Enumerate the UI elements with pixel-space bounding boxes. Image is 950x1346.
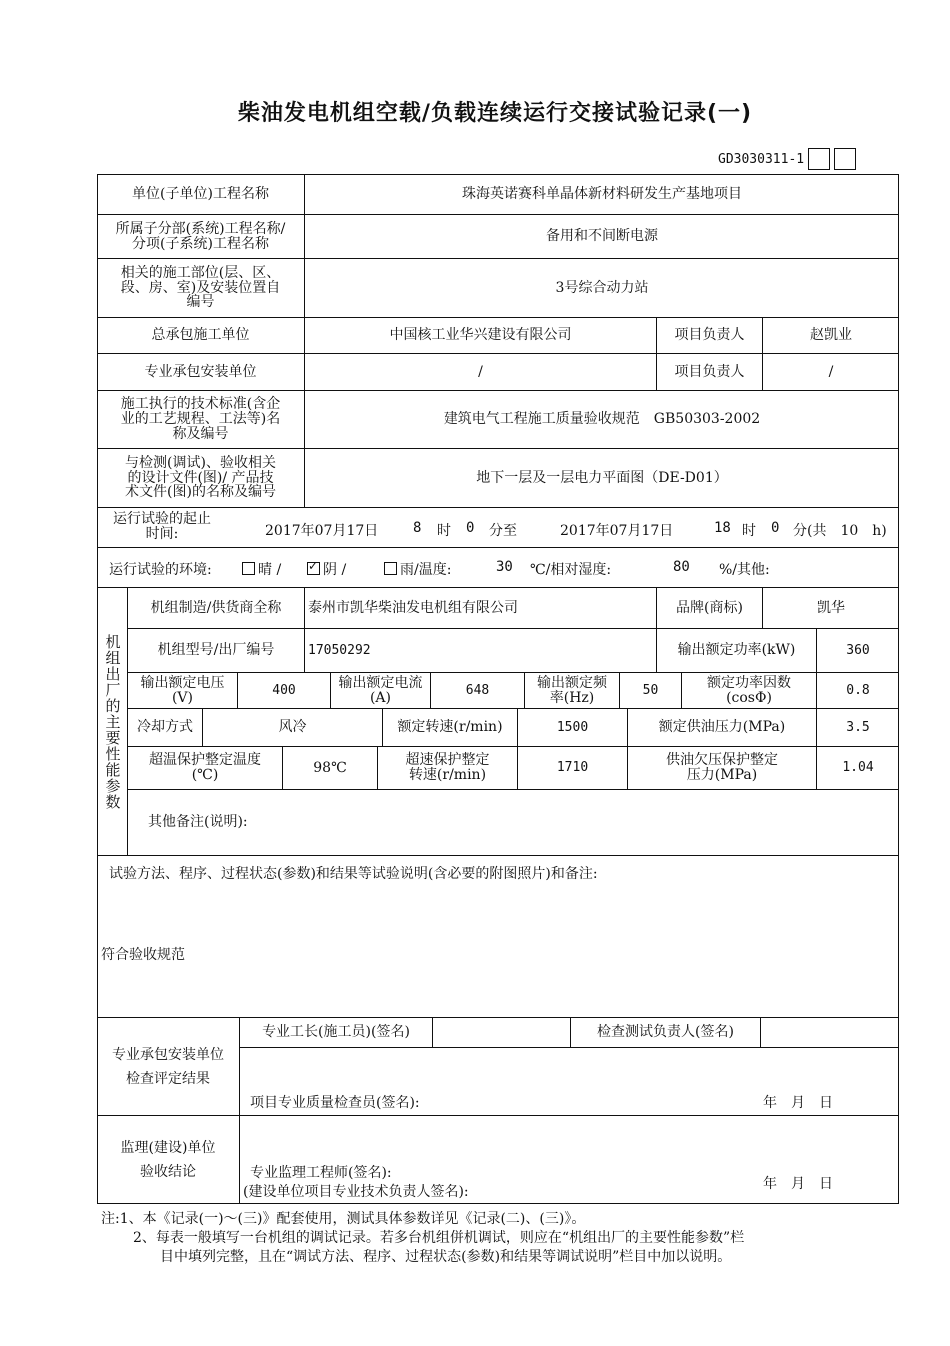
maker-label: 机组制造/供货商全称	[127, 587, 304, 628]
rated-frequency-label-line1: 输出额定频	[537, 674, 607, 691]
params-side-label	[97, 587, 127, 855]
rated-power-label: 输出额定功率(kW)	[656, 628, 816, 672]
subproject-label-line1: 所属子分部(系统)工程名称/	[115, 220, 286, 237]
env-rain[interactable]	[384, 559, 451, 579]
inspector-label: 项目专业质量检查员(签名):	[250, 1095, 420, 1111]
rain-checkbox[interactable]	[384, 562, 397, 575]
rated-power-value[interactable]: 360	[816, 628, 899, 672]
subcontractor-value[interactable]: /	[304, 353, 656, 390]
sunny-checkbox[interactable]	[242, 562, 255, 575]
tester-label: 检查测试负责人(签名)	[570, 1017, 760, 1047]
end-minute: 0	[771, 520, 780, 536]
design-doc-label	[97, 448, 304, 507]
low-pressure-label-line2: 压力(MPa)	[686, 767, 758, 783]
check-label	[97, 1017, 239, 1115]
cloudy-label: 阴 /	[323, 562, 347, 578]
oil-pressure-value[interactable]: 3.5	[816, 708, 899, 746]
start-minute[interactable]: 0	[466, 520, 475, 536]
oil-pressure-label: 额定供油压力(MPa)	[627, 708, 816, 746]
power-factor-label-line2: (cosΦ)	[726, 689, 772, 706]
record-table	[97, 174, 899, 1204]
start-hour-unit: 时	[437, 523, 451, 539]
form-code	[718, 148, 856, 170]
rain-label: 雨/温度:	[400, 562, 452, 578]
location-label	[97, 258, 304, 317]
gc-pm-label: 项目负责人	[656, 317, 762, 353]
sc-pm-label: 项目负责人	[656, 353, 762, 390]
gc-pm-value[interactable]: 赵凯业	[762, 317, 899, 353]
rated-current-label-line1: 输出额定电流	[338, 674, 423, 691]
power-factor-value[interactable]: 0.8	[816, 672, 899, 708]
rated-current-value[interactable]: 648	[430, 672, 524, 708]
code-box-2[interactable]	[834, 148, 856, 170]
low-pressure-label-line1: 供油欠压保护整定	[666, 752, 778, 769]
low-pressure-label	[627, 746, 816, 789]
standard-label-line1: 施工执行的技术标准(含企	[120, 396, 281, 413]
standard-label-line2: 业的工艺规程、工法等)名	[120, 411, 281, 428]
end-hour-unit: 时	[742, 523, 756, 539]
model-value[interactable]: 17050292	[304, 628, 656, 672]
overspeed-value[interactable]: 1710	[517, 746, 627, 789]
env-sunny[interactable]	[242, 559, 281, 579]
low-pressure-value[interactable]: 1.04	[816, 746, 899, 789]
maker-value[interactable]: 泰州市凯华柴油发电机组有限公司	[304, 587, 656, 628]
rated-frequency-value[interactable]: 50	[619, 672, 681, 708]
rated-voltage-label-line1: 输出额定电压	[140, 674, 225, 691]
check-label-line2: 检查评定结果	[126, 1070, 210, 1087]
general-contractor-value[interactable]: 中国核工业华兴建设有限公司	[304, 317, 656, 353]
run-time-label	[113, 512, 211, 542]
unit-value[interactable]: 珠海英诺赛科单晶体新材料研发生产基地项目	[304, 174, 899, 214]
model-label: 机组型号/出厂编号	[127, 628, 304, 672]
design-doc-label-line1: 与检测(调试)、验收相关	[125, 454, 276, 471]
owner-tech-label: (建设单位项目专业技术负责人签名):	[243, 1184, 469, 1200]
method-result[interactable]: 符合验收规范	[101, 947, 185, 963]
form-code-text: GD3030311-1	[718, 151, 805, 167]
total-hours[interactable]: 分(共 10 h)	[793, 523, 887, 539]
params-side-label-text: 机组出厂的主要性能参数	[103, 633, 122, 810]
rated-frequency-label-line2: 率(Hz)	[549, 689, 595, 706]
supervise-label-line1: 监理(建设)单位	[120, 1140, 216, 1156]
run-time-label-line2: 时间:	[145, 526, 179, 542]
subcontractor-label: 专业承包安装单位	[97, 353, 304, 390]
subproject-value[interactable]: 备用和不间断电源	[304, 214, 899, 258]
start-date[interactable]: 2017年07月17日	[265, 523, 379, 539]
supervise-label	[97, 1115, 239, 1204]
subproject-label	[97, 214, 304, 258]
humidity-label: ℃/相对湿度:	[530, 562, 612, 578]
other-notes[interactable]	[127, 789, 899, 855]
location-label-line3: 编号	[186, 294, 215, 311]
foreman-label: 专业工长(施工员)(签名)	[239, 1017, 432, 1047]
check-label-line1: 专业承包安装单位	[112, 1046, 224, 1063]
sunny-label: 晴 /	[258, 562, 282, 578]
rated-voltage-label-line2: (V)	[171, 689, 194, 706]
overspeed-label	[377, 746, 517, 789]
other-notes-label: 其他备注(说明):	[148, 814, 248, 831]
page-title: 柴油发电机组空载/负载连续运行交接试验记录(一)	[237, 101, 753, 126]
rated-current-label-line2: (A)	[369, 689, 392, 706]
overspeed-label-line2: 转速(r/min)	[408, 767, 487, 783]
end-hour[interactable]: 18	[714, 520, 731, 536]
design-doc-value[interactable]: 地下一层及一层电力平面图（DE-D01）	[304, 448, 899, 507]
cooling-label: 冷却方式	[127, 708, 202, 746]
rated-speed-label: 额定转速(r/min)	[382, 708, 517, 746]
rated-voltage-value[interactable]: 400	[237, 672, 330, 708]
temperature-value[interactable]: 30	[496, 559, 513, 575]
rated-voltage-label	[127, 672, 237, 708]
start-minute-to: 分至	[489, 523, 517, 539]
overtemp-label	[127, 746, 282, 789]
location-value[interactable]: 3号综合动力站	[304, 258, 899, 317]
power-factor-label-line1: 额定功率因数	[707, 674, 791, 691]
cloudy-checkbox[interactable]	[307, 562, 320, 575]
rated-speed-value[interactable]: 1500	[517, 708, 627, 746]
note-3: 目中填列完整，且在“调试方法、程序、过程状态(参数)和结果等调试说明”栏目中加以说明。	[160, 1249, 732, 1265]
end-date[interactable]: 2017年07月17日	[560, 523, 674, 539]
code-box-1[interactable]	[808, 148, 830, 170]
start-hour[interactable]: 8	[413, 520, 422, 536]
note-2: 2、每表一般填写一台机组的调试记录。若多台机组併机调试，则应在“机组出厂的主要性能参数”栏	[133, 1230, 745, 1246]
run-time-label-line1: 运行试验的起止	[113, 511, 211, 527]
inspector-date[interactable]: 年 月 日	[763, 1095, 833, 1111]
overspeed-label-line1: 超速保护整定	[405, 752, 490, 769]
other-env-label: %/其他:	[719, 562, 770, 578]
cooling-value[interactable]: 风冷	[202, 708, 382, 746]
env-cloudy[interactable]	[307, 559, 346, 579]
humidity-value[interactable]: 80	[673, 559, 690, 575]
rated-frequency-label	[524, 672, 619, 708]
general-contractor-label: 总承包施工单位	[97, 317, 304, 353]
supervise-label-line2: 验收结论	[140, 1164, 196, 1180]
design-doc-label-line2: 的设计文件(图)/ 产品技	[127, 469, 274, 486]
tester-signature[interactable]	[760, 1017, 899, 1047]
brand-value[interactable]: 凯华	[762, 587, 899, 628]
overtemp-label-line1: 超温保护整定温度	[149, 752, 261, 769]
supervise-date[interactable]: 年 月 日	[763, 1176, 833, 1192]
env-label: 运行试验的环境:	[109, 562, 212, 578]
overtemp-value[interactable]: 98℃	[282, 746, 377, 789]
standard-label	[97, 390, 304, 448]
subproject-label-line2: 分项(子系统)工程名称	[132, 235, 269, 252]
supervisor-label: 专业监理工程师(签名):	[250, 1165, 392, 1181]
location-label-line2: 段、房、室)及安装位置自	[120, 279, 281, 296]
note-1: 注:1、本《记录(一)～(三)》配套使用，测试具体参数详见《记录(二)、(三)》。	[101, 1211, 586, 1227]
location-label-line1: 相关的施工部位(层、区、	[120, 264, 281, 281]
overtemp-label-line2: (℃)	[191, 767, 219, 783]
power-factor-label	[681, 672, 816, 708]
sc-pm-value[interactable]: /	[762, 353, 899, 390]
brand-label: 品牌(商标)	[656, 587, 762, 628]
design-doc-label-line3: 术文件(图)的名称及编号	[125, 484, 276, 501]
unit-label: 单位(子单位)工程名称	[132, 185, 269, 202]
method-label: 试验方法、程序、过程状态(参数)和结果等试验说明(含必要的附图照片)和备注:	[109, 866, 598, 882]
standard-label-line3: 称及编号	[172, 425, 229, 442]
foreman-signature[interactable]	[432, 1017, 570, 1047]
rated-current-label	[330, 672, 430, 708]
standard-value[interactable]: 建筑电气工程施工质量验收规范 GB50303-2002	[304, 390, 899, 448]
